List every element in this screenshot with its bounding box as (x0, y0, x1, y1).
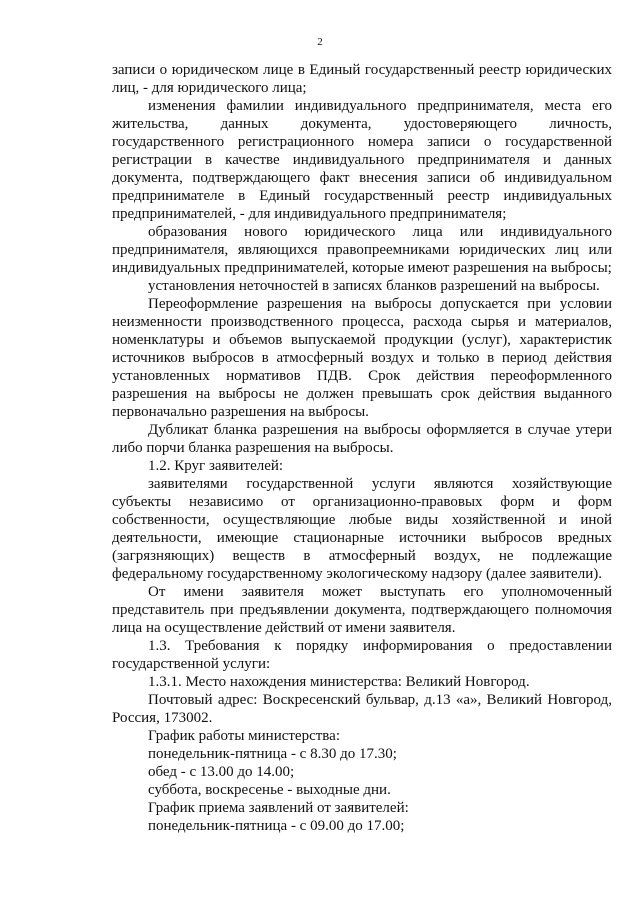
paragraph-duplicate: Дубликат бланка разрешения на выбросы оформляется в случае утери либо порчи бланка разрешения на выбросы. (112, 422, 612, 456)
section-heading-information-requirements: 1.3. Требования к порядку информирования о предоставлении государственной услуги: (112, 638, 612, 672)
page-number: 2 (317, 36, 323, 48)
paragraph-schedule-weekend: суббота, воскресенье - выходные дни. (148, 782, 391, 798)
paragraph-schedule-lunch: обед - с 13.00 до 14.00; (148, 764, 295, 780)
paragraph-representative: От имени заявителя может выступать его уполномоченный представитель при предъявлении документа, подтверждающего полномочия лица на осуществление действий от имени заявителя. (112, 584, 612, 636)
paragraph-legal-entity-record: записи о юридическом лице в Единый государственный реестр юридических лиц, - для юридического лица; (112, 62, 612, 96)
paragraph-schedule-weekdays: понедельник-пятница - с 8.30 до 17.30; (148, 746, 397, 762)
paragraph-reissue-conditions: Переоформление разрешения на выбросы допускается при условии неизменности производственного процесса, расхода сырья и материалов, номенклатуры и объемов выпускаемой продукции (услуг), характеристик источников выбросов в атмосферный воздух и только в период действия установленных нормативов ПДВ. Срок действия переоформленного разрешения на выбросы не должен превышать срок действия выданного первоначально разрешения на выбросы. (112, 296, 612, 420)
paragraph-reception-heading: График приема заявлений от заявителей: (148, 800, 409, 816)
section-heading-applicants: 1.2. Круг заявителей: (148, 458, 284, 474)
paragraph-schedule-heading: График работы министерства: (148, 728, 341, 744)
document-body (112, 61, 612, 835)
paragraph-entrepreneur-changes: изменения фамилии индивидуального предпринимателя, места его жительства, данных документа, удостоверяющего личность, государственного регистрационного номера записи о государственной регистрации в качестве индивидуального предпринимателя и данных документа, подтверждающего факт внесения записи об индивидуальном предпринимателе в Единый государственный реестр индивидуальных предпринимателей, - для индивидуального предпринимателя; (112, 98, 612, 222)
paragraph-applicants-definition: заявителями государственной услуги являются хозяйствующие субъекты независимо от организационно-правовых форм и форм собственности, осуществляющие любые виды хозяйственной и иной деятельности, имеющие стационарные источники выбросов вредных (загрязняющих) веществ в атмосферный воздух, не подлежащие федеральному государственному экологическому надзору (далее заявители). (112, 476, 612, 582)
paragraph-ministry-location: 1.3.1. Место нахождения министерства: Великий Новгород. (148, 674, 530, 690)
paragraph-successor-formation: образования нового юридического лица или индивидуального предпринимателя, являющихся правопреемниками юридических лиц или индивидуальных предпринимателей, которые имеют разрешения на выбросы; (112, 224, 612, 276)
paragraph-inaccuracies: установления неточностей в записях бланков разрешений на выбросы. (148, 278, 600, 294)
paragraph-reception-weekdays: понедельник-пятница - с 09.00 до 17.00; (148, 818, 405, 834)
paragraph-postal-address: Почтовый адрес: Воскресенский бульвар, д.13 «а», Великий Новгород, Россия, 173002. (112, 692, 612, 726)
